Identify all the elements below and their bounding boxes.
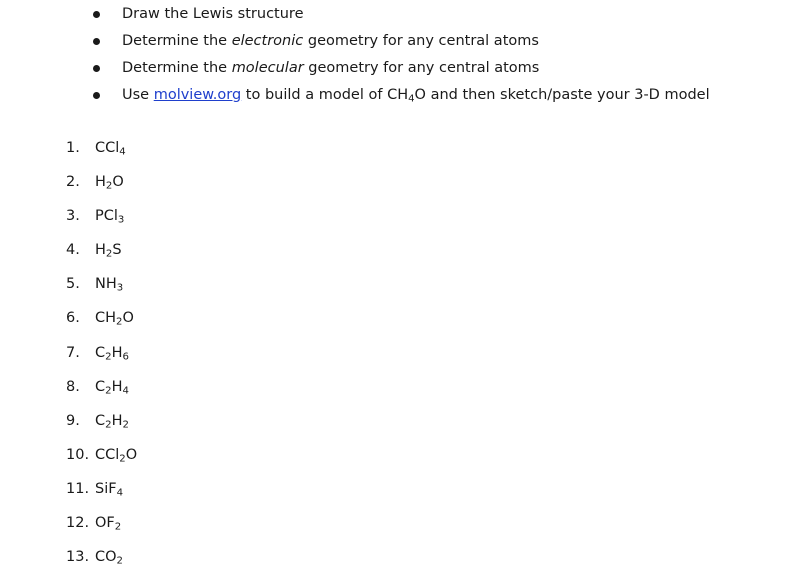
- formula-subscript: 2: [105, 248, 113, 260]
- list-number: 10.: [66, 446, 90, 463]
- molview-link[interactable]: molview.org: [153, 87, 242, 103]
- molecule-formula: [95, 137, 126, 159]
- list-number: 11.: [66, 480, 90, 497]
- instruction-text-post: geometry for any central atoms: [303, 60, 540, 76]
- formula-text: CCl: [95, 446, 120, 463]
- bullet-icon: [93, 38, 100, 45]
- formula-subscript: 2: [116, 317, 123, 328]
- molecule-formula: [95, 376, 129, 398]
- formula-text: C: [95, 378, 106, 395]
- formula-text: OF: [95, 515, 115, 532]
- instruction-text-pre: Use: [122, 87, 154, 103]
- molecule-formula: [95, 205, 124, 227]
- formula-text: O: [125, 446, 138, 463]
- formula-subscript: 2: [116, 555, 123, 567]
- formula-subscript: 6: [122, 351, 129, 363]
- instruction-item: [0, 4, 710, 31]
- molecule-formula: [95, 410, 129, 432]
- formula-subscript: 2: [105, 351, 112, 363]
- instruction-text-mid: to build a model of CH: [241, 87, 409, 103]
- bullet-icon: [93, 65, 100, 72]
- instruction-text-emphasis: molecular: [231, 60, 304, 76]
- instruction-item: [0, 58, 710, 85]
- instruction-text-emphasis: electronic: [231, 33, 304, 49]
- list-number: 2.: [66, 174, 80, 191]
- molecule-formula: [95, 273, 123, 295]
- molecule-formula: [95, 307, 134, 329]
- list-number: 13.: [66, 549, 90, 566]
- formula-subscript: 3: [116, 282, 124, 294]
- formula-subscript: 4: [122, 385, 129, 397]
- formula-text: PCl: [95, 208, 118, 225]
- formula-text: H: [111, 412, 123, 429]
- formula-text: H: [95, 242, 106, 259]
- subscript: 4: [408, 93, 415, 105]
- instruction-text-post: geometry for any central atoms: [303, 33, 539, 49]
- formula-text: C: [95, 412, 106, 429]
- bullet-icon: [93, 11, 100, 18]
- molecule-formula: [95, 512, 121, 534]
- formula-text: CCl: [95, 140, 120, 156]
- instruction-list: [0, 4, 710, 112]
- formula-subscript: 4: [116, 487, 124, 499]
- molecule-formula: [95, 239, 122, 261]
- formula-subscript: 4: [119, 146, 126, 158]
- formula-text: NH: [95, 276, 117, 293]
- formula-text: S: [112, 242, 122, 259]
- instruction-item: [0, 31, 710, 58]
- molecule-formula: [95, 444, 137, 466]
- formula-subscript: 2: [105, 180, 113, 192]
- formula-text: O: [122, 310, 134, 327]
- formula-subscript: 2: [105, 419, 112, 431]
- molecule-formula: [95, 546, 123, 568]
- formula-text: H: [111, 344, 123, 361]
- list-number: 7.: [66, 344, 80, 361]
- instruction-item: [0, 85, 710, 112]
- formula-text: C: [95, 344, 106, 361]
- molecule-formula: [95, 171, 124, 193]
- formula-subscript: 2: [114, 521, 122, 533]
- formula-text: H: [95, 174, 106, 191]
- instruction-text-pre: Determine the: [122, 60, 232, 76]
- list-number: 9.: [66, 412, 80, 429]
- list-number: 8.: [66, 378, 80, 395]
- instruction-text: Draw the Lewis structure: [122, 6, 304, 22]
- formula-text: CH: [95, 310, 117, 327]
- formula-text: H: [111, 378, 123, 395]
- bullet-icon: [93, 92, 100, 99]
- formula-subscript: 2: [122, 419, 129, 431]
- list-number: 4.: [66, 242, 80, 259]
- formula-subscript: 2: [105, 385, 112, 397]
- formula-subscript: 2: [119, 453, 126, 465]
- instruction-text-pre: Determine the: [122, 33, 232, 49]
- molecule-formula: [95, 342, 129, 364]
- formula-text: O: [112, 174, 124, 191]
- formula-text: CO: [95, 549, 117, 566]
- molecule-formula: [95, 478, 123, 500]
- list-number: 3.: [66, 208, 80, 225]
- list-number: 5.: [66, 276, 80, 293]
- instruction-text-post: O and then sketch/paste your 3-D model: [414, 87, 710, 103]
- list-number: 12.: [66, 515, 90, 532]
- list-number: 1.: [66, 140, 80, 156]
- list-number: 6.: [66, 310, 80, 327]
- formula-subscript: 3: [117, 214, 125, 226]
- formula-text: SiF: [95, 480, 117, 497]
